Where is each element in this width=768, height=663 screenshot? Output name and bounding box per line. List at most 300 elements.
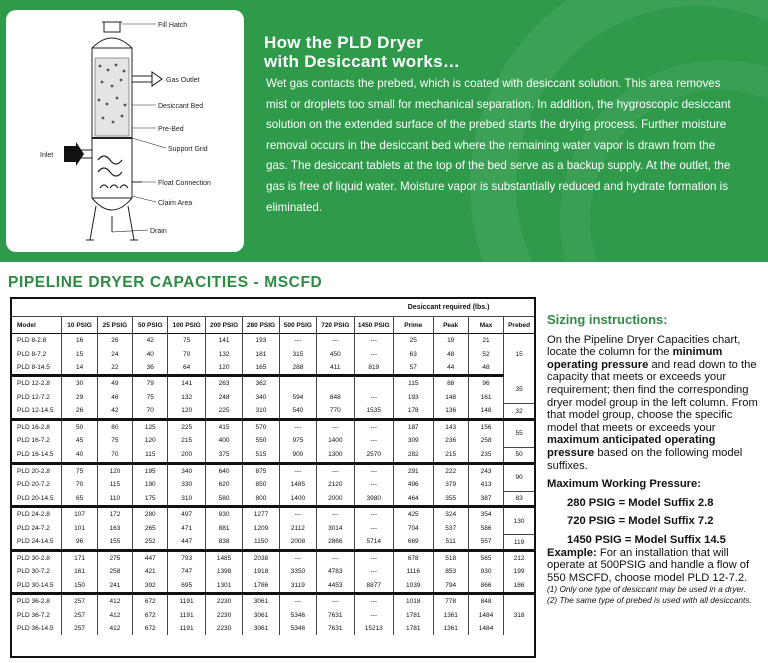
prebed-cell: 55: [504, 419, 534, 447]
value-cell: 48: [468, 361, 503, 376]
value-cell: 156: [468, 419, 503, 434]
value-cell: 565: [468, 550, 503, 565]
value-cell: 115: [394, 376, 434, 391]
value-cell: 354: [468, 507, 503, 522]
value-cell: 586: [468, 522, 503, 535]
value-cell: 45: [62, 434, 97, 447]
model-group: [12, 419, 534, 463]
value-cell: ---: [354, 478, 394, 491]
value-cell: 866: [468, 579, 503, 594]
model-cell: PLD 30-7.2: [17, 568, 50, 576]
table-row: [12, 491, 534, 506]
value-cell: 291: [394, 463, 434, 478]
column-header: 100 PSIG: [168, 317, 205, 334]
table-row: [12, 347, 534, 360]
value-cell: 235: [468, 448, 503, 463]
value-cell: 120: [168, 404, 205, 419]
value-cell: 70: [133, 404, 168, 419]
value-cell: 161: [62, 565, 97, 578]
value-cell: ---: [279, 550, 316, 565]
value-cell: 222: [433, 463, 468, 478]
label-float-connection: Float Connection: [158, 180, 211, 187]
value-cell: 400: [205, 434, 242, 447]
value-cell: 96: [62, 535, 97, 550]
value-cell: 640: [205, 463, 242, 478]
value-cell: 107: [62, 507, 97, 522]
table-row: [12, 622, 534, 635]
value-cell: 120: [133, 434, 168, 447]
column-header: Model: [12, 317, 62, 334]
max-working-pressure-heading: Maximum Working Pressure:: [547, 478, 701, 491]
value-cell: 421: [133, 565, 168, 578]
value-cell: 163: [97, 522, 132, 535]
table-row: [12, 419, 534, 434]
table-row: [12, 608, 534, 621]
value-cell: 2230: [205, 608, 242, 621]
value-cell: ---: [279, 419, 316, 434]
value-cell: 620: [205, 478, 242, 491]
value-cell: 24: [97, 347, 132, 360]
value-cell: 310: [168, 491, 205, 506]
value-cell: ---: [354, 522, 394, 535]
value-cell: 1277: [243, 507, 279, 522]
column-header: 1450 PSIG: [354, 317, 394, 334]
value-cell: 165: [243, 361, 279, 376]
value-cell: 411: [317, 361, 354, 376]
value-cell: 7631: [317, 608, 354, 621]
value-cell: 2038: [243, 550, 279, 565]
banner-title: [264, 33, 744, 71]
value-cell: 800: [243, 491, 279, 506]
value-cell: [317, 376, 354, 391]
value-cell: 413: [468, 478, 503, 491]
model-cell: PLD 16-14.5: [12, 448, 62, 463]
value-cell: 22: [97, 361, 132, 376]
value-cell: 515: [243, 448, 279, 463]
value-cell: 5714: [354, 535, 394, 550]
value-cell: 2230: [205, 622, 242, 635]
value-cell: 195: [133, 463, 168, 478]
value-cell: 379: [433, 478, 468, 491]
column-header: 500 PSIG: [279, 317, 316, 334]
value-cell: 557: [468, 535, 503, 550]
prebed-cell: 130: [504, 507, 534, 535]
value-cell: 497: [168, 507, 205, 522]
value-cell: 1781: [394, 608, 434, 621]
value-cell: 450: [317, 347, 354, 360]
value-cell: 8877: [354, 579, 394, 594]
value-cell: 187: [394, 419, 434, 434]
value-cell: 900: [279, 448, 316, 463]
value-cell: 25: [394, 334, 434, 348]
value-cell: 672: [133, 622, 168, 635]
value-cell: 315: [279, 347, 316, 360]
model-cell: PLD 24-2.8: [17, 511, 50, 519]
model-cell: PLD 8-7.2: [17, 350, 47, 358]
value-cell: 193: [243, 334, 279, 348]
value-cell: 1485: [205, 550, 242, 565]
example-label: Example:: [547, 546, 597, 559]
value-cell: 243: [468, 463, 503, 478]
value-cell: 63: [394, 347, 434, 360]
value-cell: 838: [205, 535, 242, 550]
model-cell: PLD 20-14.5: [12, 491, 62, 506]
value-cell: 518: [433, 550, 468, 565]
value-cell: 1301: [205, 579, 242, 594]
table-row: [12, 522, 534, 535]
model-cell: PLD 16-2.8: [17, 424, 50, 432]
value-cell: 1400: [279, 491, 316, 506]
value-cell: 14: [62, 361, 97, 376]
value-cell: ---: [317, 507, 354, 522]
value-cell: 193: [394, 391, 434, 404]
value-cell: 375: [205, 448, 242, 463]
model-cell: PLD 36-7.2: [17, 611, 50, 619]
value-cell: 141: [168, 376, 205, 391]
value-cell: 200: [168, 448, 205, 463]
column-header: 25 PSIG: [97, 317, 132, 334]
value-cell: 75: [168, 334, 205, 348]
desiccant-header-row: [12, 299, 534, 317]
column-header: Prime: [394, 317, 434, 334]
value-cell: 190: [133, 478, 168, 491]
value-cell: 3061: [243, 608, 279, 621]
value-cell: 330: [168, 478, 205, 491]
value-cell: 875: [243, 463, 279, 478]
value-cell: 1361: [433, 622, 468, 635]
label-desiccant-bed: Desiccant Bed: [158, 103, 204, 110]
label-drain: Drain: [150, 228, 167, 235]
table-row: [12, 594, 534, 609]
value-cell: 171: [62, 550, 97, 565]
footnote-1: (1) Only one type of desiccant may be used in a dryer.: [547, 584, 746, 595]
value-cell: 288: [279, 361, 316, 376]
value-cell: 471: [168, 522, 205, 535]
value-cell: 2570: [354, 448, 394, 463]
value-cell: ---: [354, 550, 394, 565]
value-cell: 36: [133, 361, 168, 376]
model-cell: PLD 16-7.2: [17, 437, 50, 445]
value-cell: 132: [168, 391, 205, 404]
value-cell: 412: [97, 622, 132, 635]
column-header: 10 PSIG: [62, 317, 97, 334]
prebed-cell: 83: [504, 491, 534, 506]
banner-title-line2: with Desiccant works…: [264, 52, 461, 71]
value-cell: 257: [62, 622, 97, 635]
value-cell: 280: [133, 507, 168, 522]
value-cell: 778: [433, 594, 468, 609]
label-gas-outlet: Gas Outlet: [166, 77, 200, 84]
table-row: [12, 565, 534, 578]
value-cell: 1150: [243, 535, 279, 550]
value-cell: 44: [433, 361, 468, 376]
value-cell: 1209: [243, 522, 279, 535]
value-cell: 2008: [279, 535, 316, 550]
example-paragraph: [547, 547, 761, 585]
value-cell: 1018: [394, 594, 434, 609]
value-cell: 115: [97, 478, 132, 491]
label-claim-area: Claim Area: [158, 200, 193, 207]
header-spacer: [12, 299, 394, 317]
prebed-cell: 186: [504, 579, 534, 594]
prebed-cell: 15: [504, 334, 534, 376]
value-cell: 64: [168, 361, 205, 376]
value-cell: 848: [317, 391, 354, 404]
value-cell: 70: [97, 448, 132, 463]
model-cell: PLD 24-14.5: [12, 535, 62, 550]
value-cell: 1116: [394, 565, 434, 578]
value-cell: 3350: [279, 565, 316, 578]
value-cell: 678: [394, 550, 434, 565]
value-cell: 570: [243, 419, 279, 434]
value-cell: 540: [279, 404, 316, 419]
value-cell: 48: [433, 347, 468, 360]
value-cell: 1786: [243, 579, 279, 594]
value-cell: 793: [168, 550, 205, 565]
value-cell: 75: [133, 391, 168, 404]
prebed-cell: 318: [504, 594, 534, 636]
value-cell: 161: [468, 391, 503, 404]
value-cell: ---: [279, 507, 316, 522]
value-cell: 75: [62, 463, 97, 478]
table-row: [12, 579, 534, 594]
value-cell: 1039: [394, 579, 434, 594]
sizing-text: and read down to the capacity that meets or exceeds your requirement; then find the corresponding dryer model group in the left column. From that model group, choose the specific model that meets or exceeds your: [547, 358, 758, 434]
value-cell: 65: [62, 491, 97, 506]
sizing-paragraph: [547, 334, 761, 473]
value-cell: 672: [133, 608, 168, 621]
value-cell: 275: [97, 550, 132, 565]
table-row: [12, 478, 534, 491]
value-cell: 29: [62, 391, 97, 404]
value-cell: 1535: [354, 404, 394, 419]
value-cell: 178: [394, 404, 434, 419]
value-cell: 770: [317, 404, 354, 419]
prebed-cell: 50: [504, 448, 534, 463]
value-cell: 26: [97, 334, 132, 348]
value-cell: 975: [279, 434, 316, 447]
value-cell: ---: [317, 550, 354, 565]
label-fill-hatch: Fill Hatch: [158, 22, 188, 29]
value-cell: 3014: [317, 522, 354, 535]
value-cell: 881: [205, 522, 242, 535]
value-cell: 30: [62, 376, 97, 391]
value-cell: 19: [433, 334, 468, 348]
value-cell: 819: [354, 361, 394, 376]
model-suffix-line: 1450 PSIG = Model Suffix 14.5: [567, 533, 726, 546]
value-cell: 848: [468, 594, 503, 609]
value-cell: 324: [433, 507, 468, 522]
value-cell: 669: [394, 535, 434, 550]
value-cell: 248: [205, 391, 242, 404]
value-cell: 125: [133, 419, 168, 434]
value-cell: 263: [205, 376, 242, 391]
value-cell: 57: [394, 361, 434, 376]
model-cell: PLD 12-2.8: [17, 380, 50, 388]
value-cell: [279, 376, 316, 391]
value-cell: 70: [62, 478, 97, 491]
value-cell: 252: [133, 535, 168, 550]
value-cell: 747: [168, 565, 205, 578]
value-cell: 1361: [433, 608, 468, 621]
value-cell: 392: [133, 579, 168, 594]
value-cell: 115: [133, 448, 168, 463]
label-pre-bed: Pre-Bed: [158, 126, 184, 133]
table-row: [12, 376, 534, 391]
value-cell: 794: [433, 579, 468, 594]
value-cell: 257: [62, 608, 97, 621]
value-cell: 50: [62, 419, 97, 434]
value-cell: 3061: [243, 594, 279, 609]
table-row: [12, 334, 534, 348]
example-text: For an installation that will operate at 500PSIG and handle a flow of 550 MSCFD, choose model PLD 12-7.2.: [547, 546, 750, 584]
value-cell: ---: [354, 507, 394, 522]
value-cell: 930: [205, 507, 242, 522]
sizing-title: Sizing instructions:: [547, 312, 668, 327]
value-cell: 172: [97, 507, 132, 522]
value-cell: 241: [97, 579, 132, 594]
value-cell: 1781: [394, 622, 434, 635]
value-cell: 257: [62, 594, 97, 609]
value-cell: 215: [168, 434, 205, 447]
value-cell: 42: [97, 404, 132, 419]
value-cell: 40: [62, 448, 97, 463]
label-support-grid: Support Grid: [168, 146, 208, 153]
value-cell: 1398: [205, 565, 242, 578]
value-cell: 7631: [317, 622, 354, 635]
value-cell: 42: [133, 334, 168, 348]
model-cell: PLD 36-2.8: [17, 598, 50, 606]
value-cell: 850: [243, 478, 279, 491]
value-cell: 853: [433, 565, 468, 578]
value-cell: 120: [205, 361, 242, 376]
value-cell: 930: [468, 565, 503, 578]
header-spacer: [504, 299, 534, 317]
value-cell: 49: [97, 376, 132, 391]
value-cell: 3980: [354, 491, 394, 506]
value-cell: 496: [394, 478, 434, 491]
value-cell: 155: [97, 535, 132, 550]
value-cell: 412: [97, 608, 132, 621]
value-cell: 148: [468, 404, 503, 419]
table-row: [12, 404, 534, 419]
value-cell: 75: [97, 434, 132, 447]
value-cell: ---: [354, 594, 394, 609]
column-header: Max: [468, 317, 503, 334]
sizing-text: On the Pipeline Dryer Capacities chart, locate the column for the: [547, 333, 741, 359]
value-cell: 215: [433, 448, 468, 463]
value-cell: 132: [205, 347, 242, 360]
value-cell: 412: [97, 594, 132, 609]
value-cell: 16: [62, 334, 97, 348]
table-row: [12, 434, 534, 447]
value-cell: 15213: [354, 622, 394, 635]
capacity-table: [12, 299, 534, 635]
value-cell: 282: [394, 448, 434, 463]
value-cell: 537: [433, 522, 468, 535]
value-cell: 3061: [243, 622, 279, 635]
prebed-cell: 199: [504, 565, 534, 578]
value-cell: ---: [354, 391, 394, 404]
prebed-cell: 212: [504, 550, 534, 565]
table-row: [12, 550, 534, 565]
table-row: [12, 463, 534, 478]
value-cell: 21: [468, 334, 503, 348]
column-header: Peak: [433, 317, 468, 334]
value-cell: ---: [317, 334, 354, 348]
model-cell: PLD 8-14.5: [12, 361, 62, 376]
sizing-text: based on the following model suffixes.: [547, 446, 743, 472]
value-cell: 15: [62, 347, 97, 360]
model-cell: PLD 12-14.5: [12, 404, 62, 419]
value-cell: 101: [62, 522, 97, 535]
outlet-arrow-icon: [152, 72, 162, 86]
prebed-cell: 119: [504, 535, 534, 550]
intro-banner: [0, 0, 768, 262]
value-cell: 175: [133, 491, 168, 506]
prebed-cell: 35: [504, 376, 534, 404]
value-cell: ---: [354, 419, 394, 434]
value-cell: 3119: [279, 579, 316, 594]
value-cell: 1485: [279, 478, 316, 491]
value-cell: 1191: [168, 608, 205, 621]
inlet-arrow-icon: [64, 142, 84, 166]
table-row: [12, 507, 534, 522]
model-cell: PLD 8-2.8: [17, 337, 47, 345]
value-cell: 265: [133, 522, 168, 535]
table-row: [12, 361, 534, 376]
model-cell: PLD 30-14.5: [12, 579, 62, 594]
value-cell: 258: [97, 565, 132, 578]
value-cell: 580: [205, 491, 242, 506]
value-cell: 143: [433, 419, 468, 434]
value-cell: 225: [205, 404, 242, 419]
model-group: [12, 463, 534, 507]
sizing-emphasis: minimum operating pressure: [547, 346, 723, 371]
value-cell: 79: [133, 376, 168, 391]
value-cell: 447: [133, 550, 168, 565]
model-cell: PLD 12-7.2: [17, 393, 50, 401]
value-cell: 1300: [317, 448, 354, 463]
value-cell: 88: [433, 376, 468, 391]
value-cell: 1484: [468, 622, 503, 635]
value-cell: ---: [317, 419, 354, 434]
value-cell: 26: [62, 404, 97, 419]
value-cell: [354, 376, 394, 391]
value-cell: 355: [433, 491, 468, 506]
value-cell: 362: [243, 376, 279, 391]
value-cell: 52: [468, 347, 503, 360]
value-cell: 70: [168, 347, 205, 360]
sizing-emphasis: maximum anticipated operating pressure: [547, 434, 716, 459]
column-header: 200 PSIG: [205, 317, 242, 334]
value-cell: 704: [394, 522, 434, 535]
value-cell: 415: [205, 419, 242, 434]
column-header-row: [12, 317, 534, 334]
value-cell: 464: [394, 491, 434, 506]
model-cell: PLD 30-2.8: [17, 555, 50, 563]
value-cell: 46: [97, 391, 132, 404]
value-cell: 2230: [205, 594, 242, 609]
model-group: [12, 507, 534, 551]
dryer-diagram: [6, 10, 244, 252]
value-cell: ---: [279, 594, 316, 609]
value-cell: 1191: [168, 622, 205, 635]
value-cell: 141: [205, 334, 242, 348]
value-cell: 594: [279, 391, 316, 404]
model-group: [12, 594, 534, 636]
value-cell: ---: [354, 565, 394, 578]
